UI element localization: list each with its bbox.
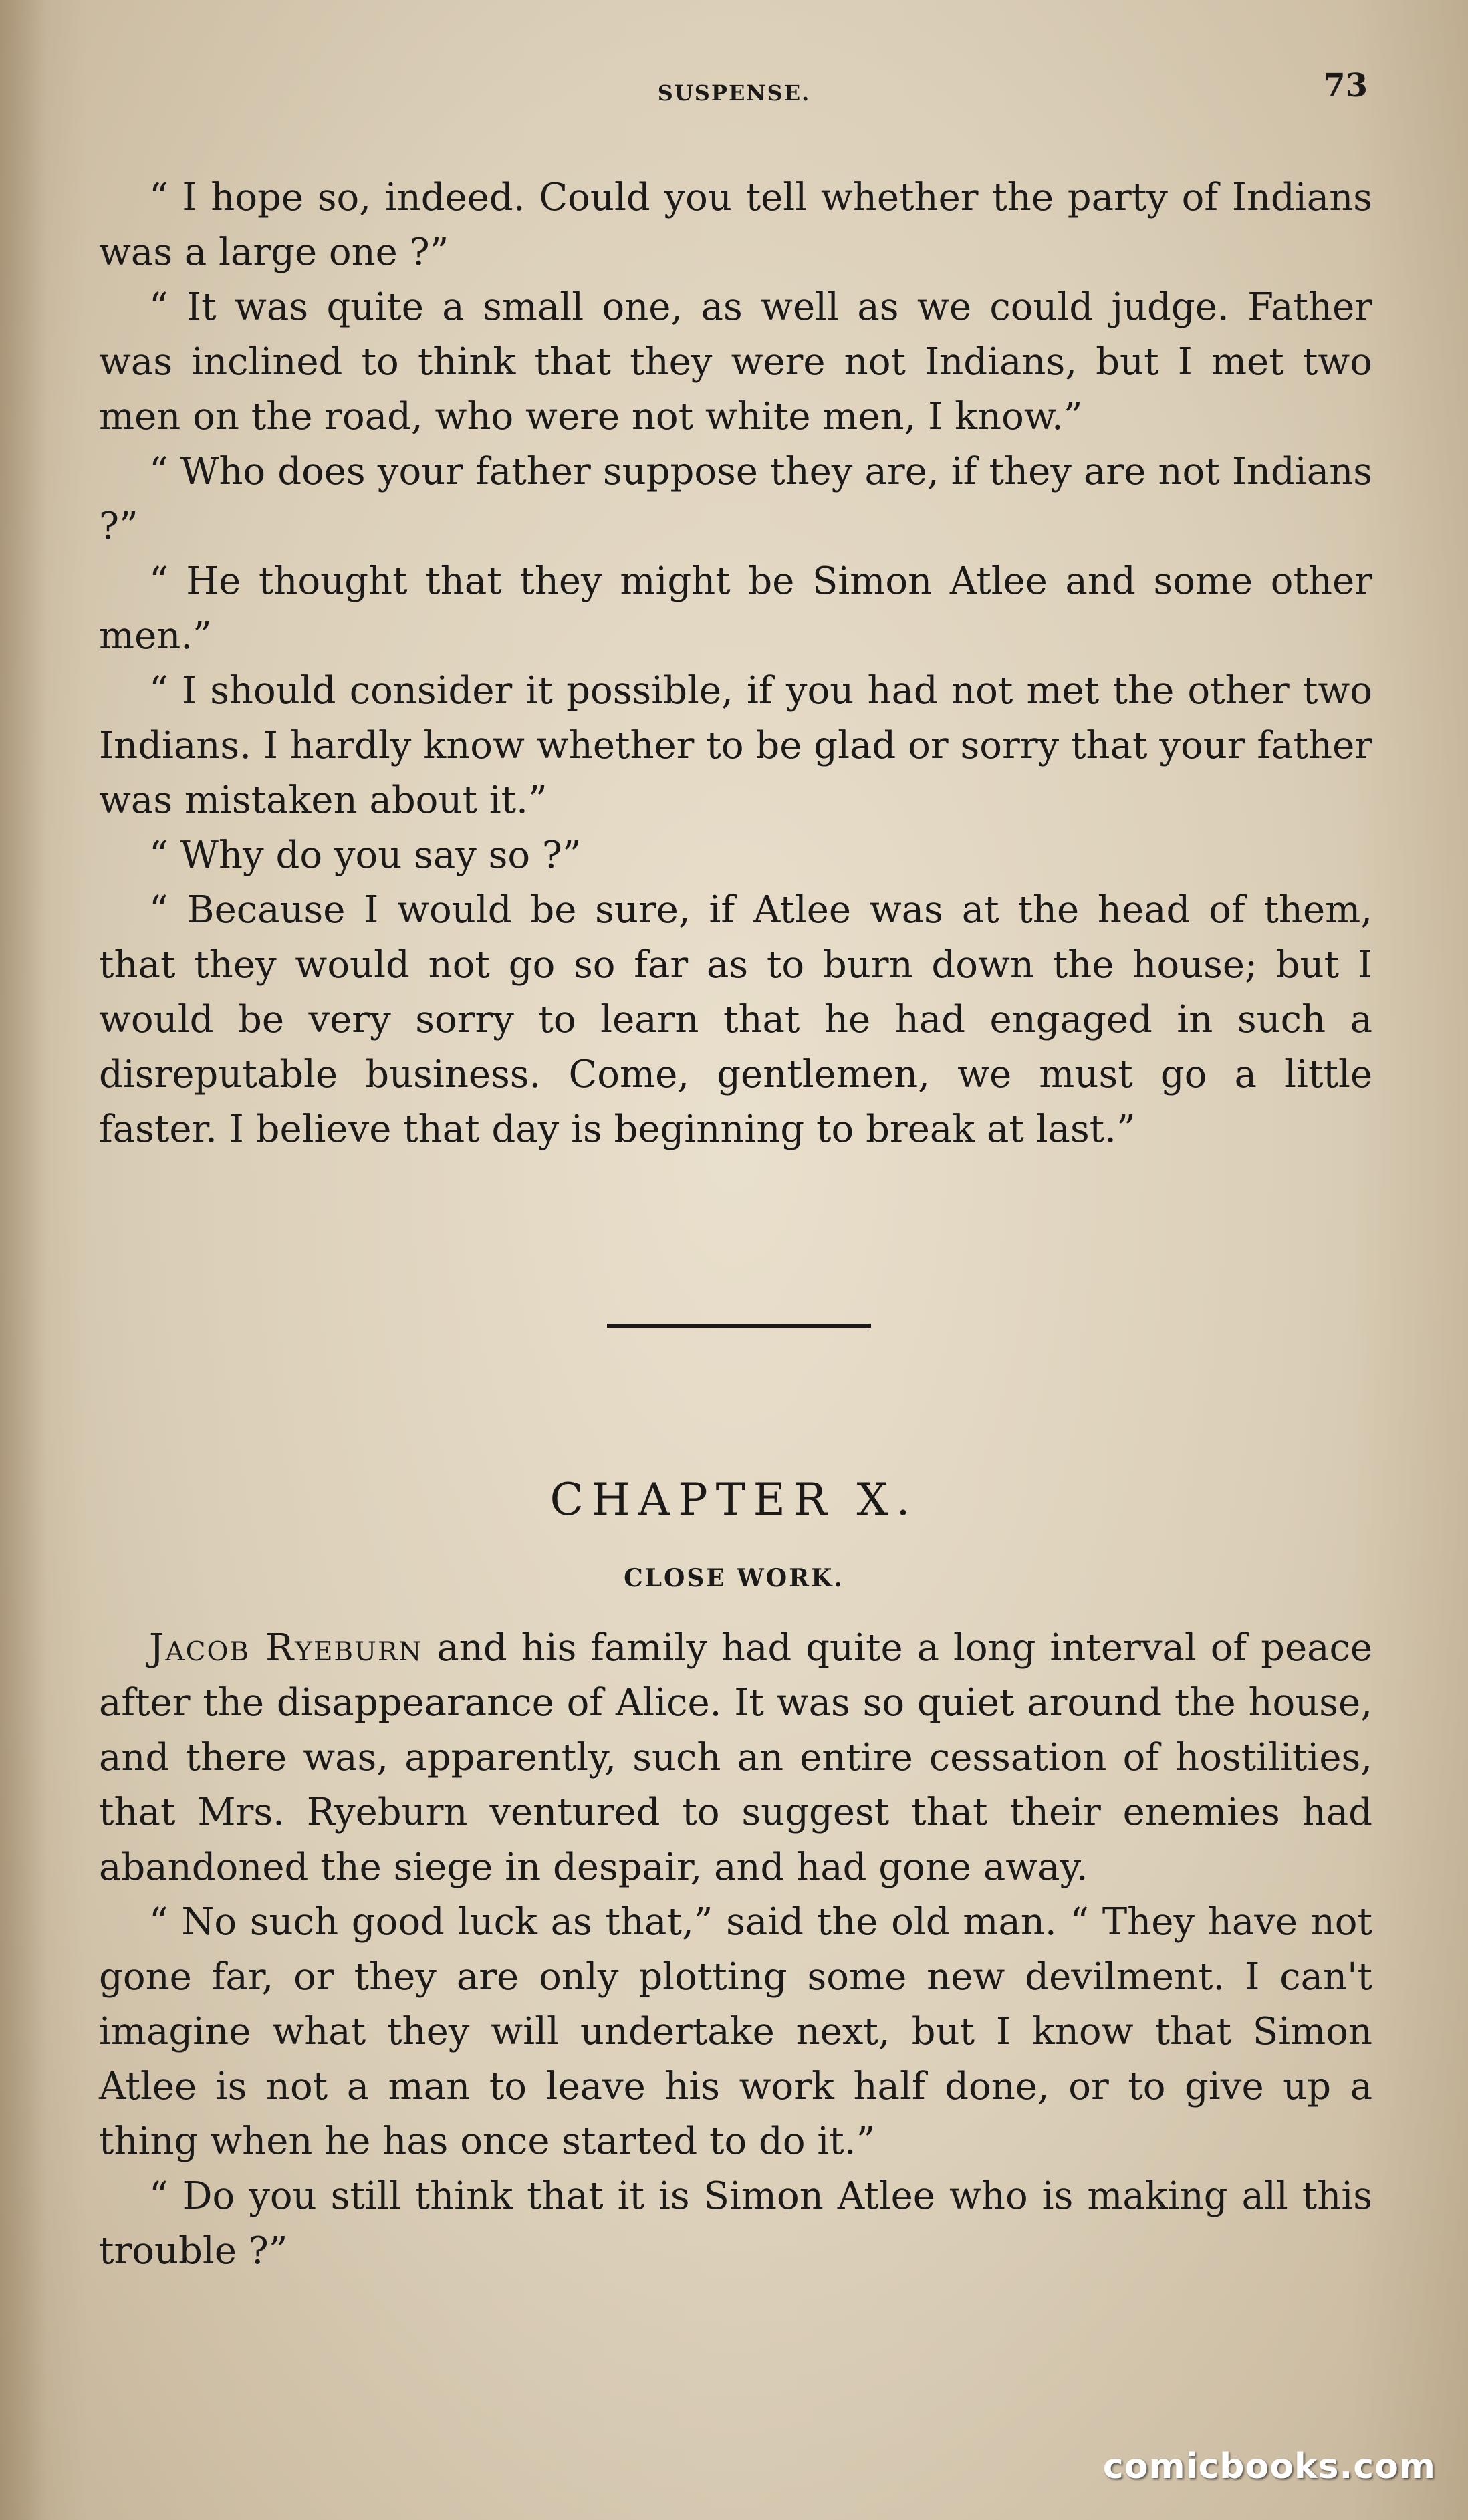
chapter-opening-paragraph xyxy=(99,1621,1372,1895)
paragraph: “ He thought that they might be Simon Atlee and some other men.” xyxy=(99,559,1372,658)
paragraph: “ Who does your father suppose they are, if they are not Indians ?” xyxy=(99,450,1372,548)
section-divider xyxy=(607,1324,871,1328)
paragraph: “ No such good luck as that,” said the old man. “ They have not gone far, or they are only plotting some new devilment. I can't imagine what they will undertake next, but I know that Simon Atlee is not a man to leave his work half done, or to give up a thing when he has once started to do it.” xyxy=(99,1900,1372,2163)
watermark: comicbooks.com xyxy=(1102,2446,1436,2487)
paragraph: “ Because I would be sure, if Atlee was at the head of them, that they would not go so far as to burn down the house; but I would be very sorry to learn that he had engaged in such a disreputable business. Come, gentlemen, we must go a little faster. I believe that day is beginning to break at last.” xyxy=(99,888,1372,1151)
paragraph: “ Do you still think that it is Simon Atlee who is making all this trouble ?” xyxy=(99,2174,1372,2273)
opening-text: and his family had quite a long interval of peace after the disappearance of Alice. It was so quiet around the house, and there was, apparently, such an entire cessation of hostilities, that Mrs. Ryeburn ventured to suggest that their enemies had abandoned the siege in despair, and had gone away. xyxy=(99,1626,1372,1889)
page-number: 73 xyxy=(1323,67,1368,104)
opening-name: Jacob Ryeburn xyxy=(149,1626,423,1670)
paragraph: “ It was quite a small one, as well as we could judge. Father was inclined to think that they were not Indians, but I met two men on the road, who were not white men, I know.” xyxy=(99,285,1372,438)
chapter-title: CHAPTER X. xyxy=(549,1474,919,1525)
running-head: SUSPENSE. xyxy=(657,80,811,106)
paragraph: “ Why do you say so ?” xyxy=(149,834,582,877)
top-text-block xyxy=(99,170,1372,1157)
chapter-subtitle: CLOSE WORK. xyxy=(624,1564,844,1592)
paragraph: “ I should consider it possible, if you had not met the other two Indians. I hardly know whether to be glad or sorry that your father was mistaken about it.” xyxy=(99,669,1372,822)
chapter-text-block xyxy=(99,1621,1372,2279)
paragraph: “ I hope so, indeed. Could you tell whether the party of Indians was a large one ?” xyxy=(99,176,1372,274)
